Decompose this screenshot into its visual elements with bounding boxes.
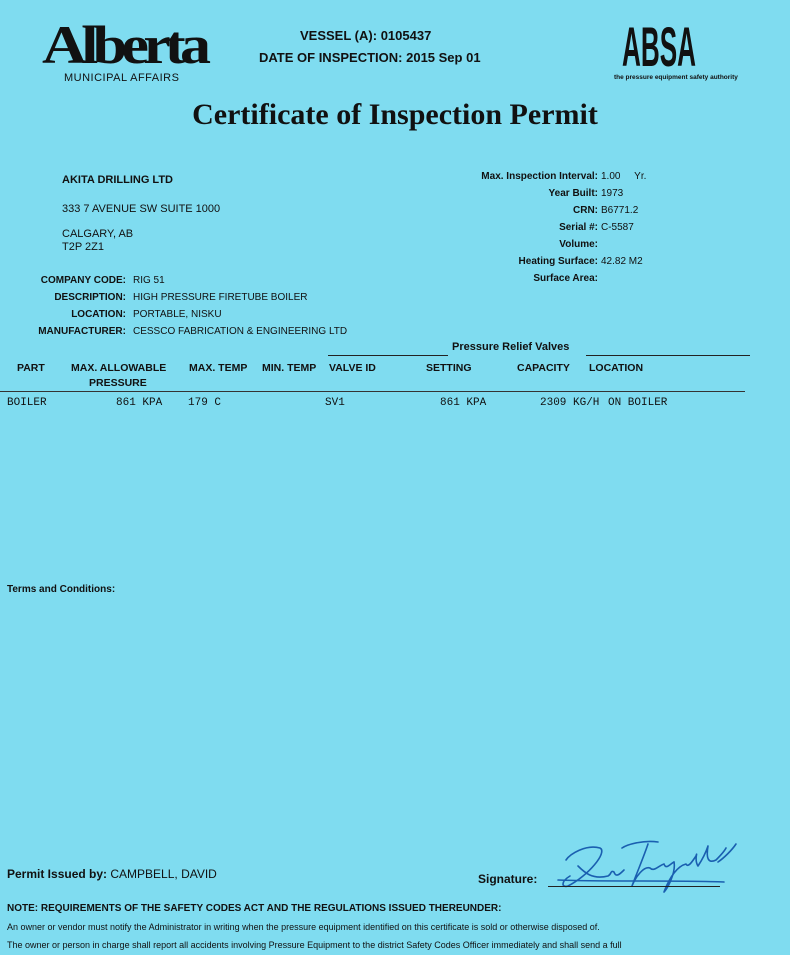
spec-label: CRN: bbox=[573, 205, 598, 216]
alberta-logo-subtitle: MUNICIPAL AFFAIRS bbox=[64, 72, 180, 84]
cell-capacity: 2309 KG/H bbox=[540, 397, 600, 409]
absa-logo bbox=[620, 16, 698, 72]
spec-label: Year Built: bbox=[548, 188, 598, 199]
absa-tagline: the pressure equipment safety authority bbox=[614, 74, 738, 81]
spec-label: Serial #: bbox=[559, 222, 598, 233]
company-row bbox=[0, 309, 600, 323]
spec-value: 42.82 M2 bbox=[601, 256, 643, 267]
owner-city: CALGARY, AB bbox=[62, 228, 134, 240]
spec-value: 1973 bbox=[601, 188, 624, 199]
cell-setting: 861 KPA bbox=[440, 397, 487, 409]
cell-location: ON BOILER bbox=[608, 397, 668, 409]
signature-label: Signature: bbox=[478, 872, 538, 886]
company-label: LOCATION: bbox=[71, 309, 126, 320]
company-row bbox=[0, 292, 600, 306]
permit-issued bbox=[7, 867, 217, 881]
col-capacity: CAPACITY bbox=[517, 362, 570, 374]
cell-valve-id: SV1 bbox=[325, 397, 345, 409]
spec-label: Volume: bbox=[559, 239, 598, 250]
col-location: LOCATION bbox=[589, 362, 644, 374]
signature-image bbox=[548, 836, 748, 898]
company-label: MANUFACTURER: bbox=[38, 326, 126, 337]
owner-address: 333 7 AVENUE SW SUITE 1000 bbox=[62, 203, 221, 215]
company-label: DESCRIPTION: bbox=[54, 292, 126, 303]
cell-part: BOILER bbox=[7, 397, 47, 409]
spec-value: 1.00 Yr. bbox=[601, 171, 647, 182]
company-value: HIGH PRESSURE FIRETUBE BOILER bbox=[133, 292, 308, 303]
owner-name: AKITA DRILLING LTD bbox=[62, 174, 173, 186]
company-value: PORTABLE, NISKU bbox=[133, 309, 222, 320]
inspection-date-line bbox=[259, 50, 481, 65]
note-line-1: An owner or vendor must notify the Administrator in writing when the pressure equipment identified on this certificate is sold or otherwise disposed of. bbox=[7, 922, 600, 932]
spec-value: B6771.2 bbox=[601, 205, 639, 216]
spec-label: Surface Area: bbox=[533, 273, 598, 284]
terms-label: Terms and Conditions: bbox=[7, 584, 116, 595]
col-max-pressure-2: PRESSURE bbox=[89, 377, 147, 389]
inspection-date-label: DATE OF INSPECTION: bbox=[259, 50, 403, 65]
company-row bbox=[0, 326, 600, 340]
company-row bbox=[0, 275, 600, 289]
col-valve-id: VALVE ID bbox=[329, 362, 376, 374]
company-value: CESSCO FABRICATION & ENGINEERING LTD bbox=[133, 326, 348, 337]
cell-max-temp: 179 C bbox=[188, 397, 222, 409]
alberta-logo-wordmark: Alberta bbox=[42, 15, 206, 75]
permit-issued-value: CAMPBELL, DAVID bbox=[110, 867, 217, 881]
company-label: COMPANY CODE: bbox=[40, 275, 126, 286]
col-max-temp: MAX. TEMP bbox=[189, 362, 248, 374]
inspection-date-value: 2015 Sep 01 bbox=[406, 50, 481, 65]
col-max-pressure: MAX. ALLOWABLE bbox=[71, 362, 167, 374]
owner-postal-code: T2P 2Z1 bbox=[62, 241, 104, 253]
vessel-number: 0105437 bbox=[380, 28, 432, 43]
absa-logo-wordmark: ABSA bbox=[622, 16, 696, 72]
permit-issued-label: Permit Issued by: bbox=[7, 867, 108, 881]
vessel-line bbox=[300, 28, 431, 43]
relief-valves-title: Pressure Relief Valves bbox=[452, 341, 570, 353]
relief-rule-right bbox=[586, 355, 750, 356]
note-heading: NOTE: REQUIREMENTS OF THE SAFETY CODES ACT AND THE REGULATIONS ISSUED THEREUNDER: bbox=[7, 903, 502, 914]
cell-max-pressure: 861 KPA bbox=[116, 397, 163, 409]
col-min-temp: MIN. TEMP bbox=[262, 362, 317, 374]
page-title: Certificate of Inspection Permit bbox=[192, 98, 598, 131]
table-rule bbox=[0, 391, 745, 392]
relief-rule-left bbox=[328, 355, 448, 356]
spec-label: Max. Inspection Interval: bbox=[481, 171, 598, 182]
col-part: PART bbox=[17, 362, 45, 374]
signature-line bbox=[548, 886, 720, 887]
vessel-label: VESSEL (A): bbox=[300, 28, 378, 43]
note-line-2: The owner or person in charge shall report all accidents involving Pressure Equipment to the district Safety Codes Officer immediately and shall send a full bbox=[7, 940, 622, 950]
spec-label: Heating Surface: bbox=[518, 256, 598, 267]
spec-value: C-5587 bbox=[601, 222, 634, 233]
col-setting: SETTING bbox=[426, 362, 472, 374]
company-value: RIG 51 bbox=[133, 275, 165, 286]
